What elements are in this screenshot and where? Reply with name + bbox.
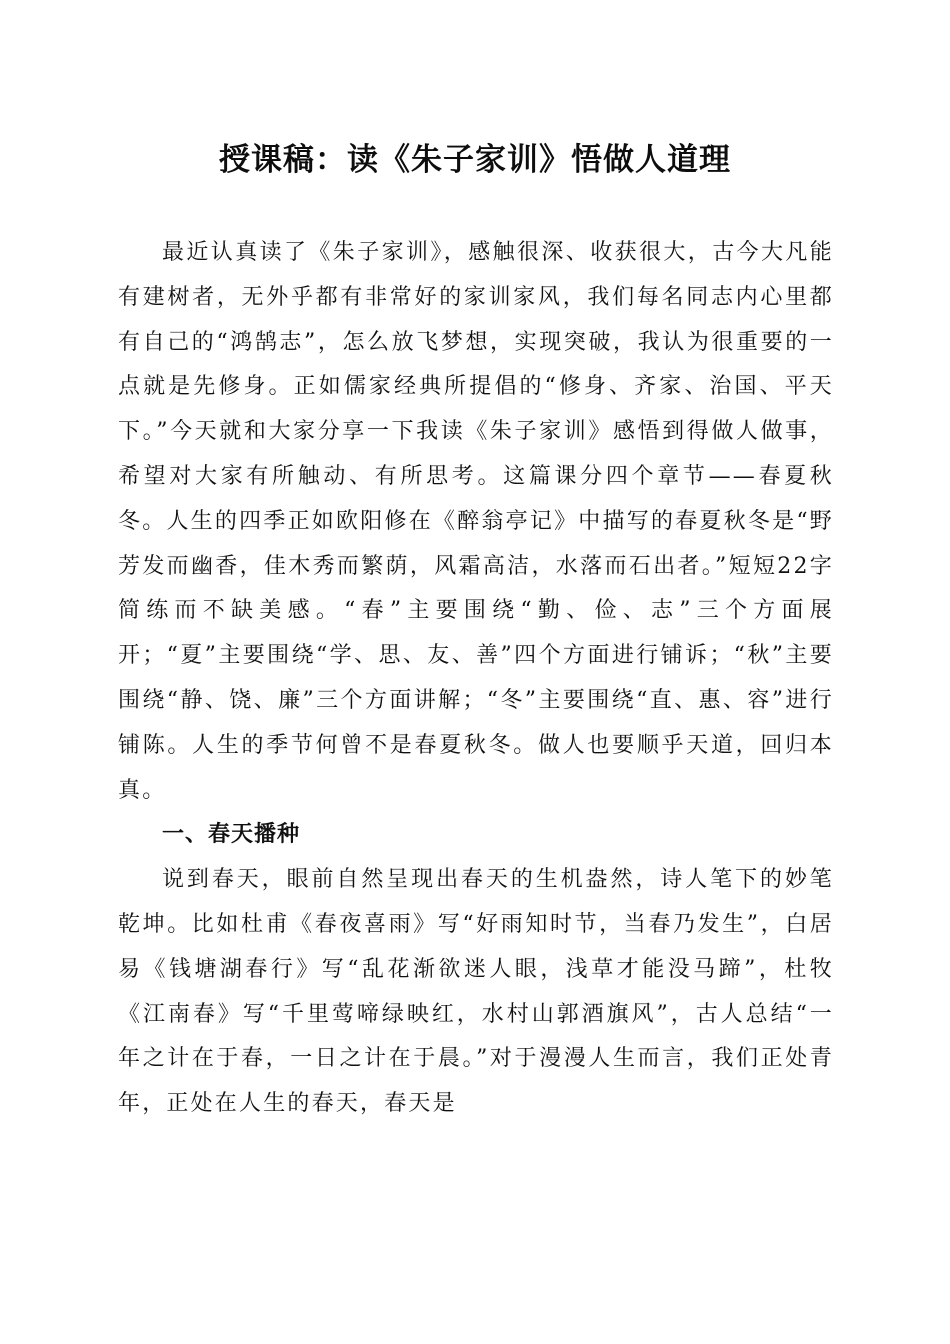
intro-paragraph: 最近认真读了《朱子家训》，感触很深、收获很大，古今大凡能有建树者，无外乎都有非常好的家训家风，我们每名同志内心里都有自己的“鸿鹄志”，怎么放飞梦想，实现突破，我认为很重要的一点就是先修身。正如儒家经典所提倡的“修身、齐家、治国、平天下。”今天就和大家分享一下我读《朱子家训》感悟到得做人做事，希望对大家有所触动、有所思考。这篇课分四个章节——春夏秋冬。人生的四季正如欧阳修在《醉翁亭记》中描写的春夏秋冬是“野芳发而幽香，佳木秀而繁荫，风霜高洁，水落而石出者。”短短22字简练而不缺美感。“春”主要围绕“勤、俭、志”三个方面展开；“夏”主要围绕“学、思、友、善”四个方面进行铺诉；“秋”主要围绕“静、饶、廉”三个方面讲解；“冬”主要围绕“直、惠、容”进行铺陈。人生的季节何曾不是春夏秋冬。做人也要顺乎天道，回归本真。 <box>118 240 834 803</box>
page-title: 授课稿：读《朱子家训》悟做人道理 <box>219 142 731 178</box>
document-body <box>118 231 834 1127</box>
section-paragraph: 说到春天，眼前自然呈现出春天的生机盎然，诗人笔下的妙笔乾坤。比如杜甫《春夜喜雨》写“好雨知时节，当春乃发生”，白居易《钱塘湖春行》写“乱花渐欲迷人眼，浅草才能没马蹄”，杜牧《江南春》写“千里莺啼绿映红，水村山郭酒旗风”，古人总结“一年之计在于春，一日之计在于晨。”对于漫漫人生而言，我们正处青年，正处在人生的春天，春天是 <box>118 867 834 1117</box>
section-heading: 一、春天播种 <box>162 822 301 848</box>
